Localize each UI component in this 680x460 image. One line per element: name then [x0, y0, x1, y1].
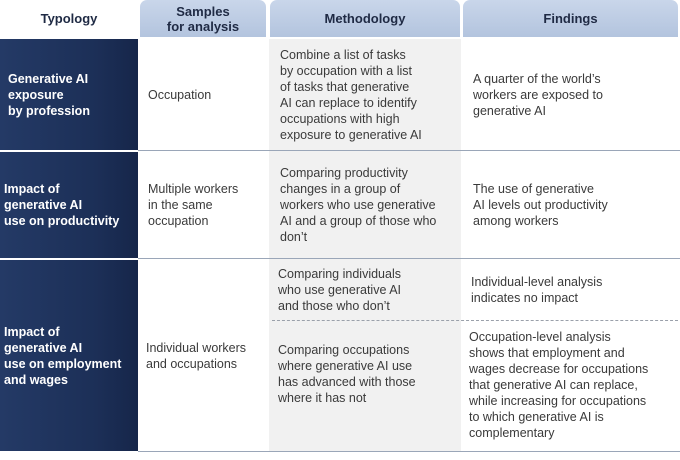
row1-samples-text: Occupation: [148, 87, 212, 102]
row1-findings: [473, 39, 678, 150]
row3-findings-occupation-text: Occupation-level analysis shows that employment and wages decrease for occupations that generative AI can replace, while increasing for occupations to which generative AI is complementary: [469, 330, 649, 440]
row3-findings-individual-text: Individual-level analysis indicates no impact: [471, 275, 603, 305]
header-findings: [463, 0, 678, 37]
row3-methodology-individual-text: Comparing individuals who use generative AI and those who don’t: [278, 267, 401, 313]
header-samples: [140, 0, 266, 37]
row-header-productivity-label: Impact of generative AI use on productivity: [4, 182, 120, 228]
row3-samples-text: Individual workers and occupations: [146, 340, 247, 371]
row1-methodology: [280, 39, 460, 150]
row3-findings-individual: [471, 260, 678, 320]
row-header-employment: [0, 260, 138, 451]
row1-findings-text: A quarter of the world’s workers are exposed to generative AI: [473, 71, 603, 118]
row2-findings-text: The use of generative AI levels out productivity among workers: [473, 182, 608, 228]
row1-samples: [148, 39, 266, 150]
row1-methodology-text: Combine a list of tasks by occupation with a list of tasks that generative AI can replace to identify occupations with high exposure to generative AI: [280, 47, 422, 142]
row-divider-1: [138, 150, 680, 151]
header-methodology-label: Methodology: [324, 11, 406, 26]
row-header-exposure-label: Generative AI exposure by profession: [8, 71, 90, 118]
row3-methodology-individual: [278, 260, 460, 320]
header-typology-label: Typology: [40, 11, 98, 26]
header-typology: [0, 0, 138, 37]
row-header-exposure: [0, 39, 138, 150]
header-samples-label: Samples for analysis: [166, 3, 240, 34]
row2-samples-text: Multiple workers in the same occupation: [148, 182, 239, 228]
table-bottom-border: [138, 451, 680, 452]
row3-methodology-occupation-text: Comparing occupations where generative AI use has advanced with those where it has not: [278, 343, 416, 405]
row-header-employment-label: Impact of generative AI use on employment and wages: [4, 324, 122, 387]
header-methodology: [270, 0, 460, 37]
row3-findings-occupation: [469, 322, 680, 451]
row-divider-2: [138, 258, 680, 259]
row2-methodology-text: Comparing productivity changes in a group of workers who use generative AI and a group of those who don’t: [280, 166, 437, 244]
row2-methodology: [280, 152, 460, 258]
row3-samples: [146, 260, 268, 451]
row2-samples: [148, 152, 266, 258]
row3-methodology-occupation: [278, 322, 460, 451]
row-header-productivity: [0, 152, 138, 258]
row2-findings: [473, 152, 678, 258]
header-findings-label: Findings: [543, 11, 598, 26]
subrow-divider: [272, 320, 678, 321]
